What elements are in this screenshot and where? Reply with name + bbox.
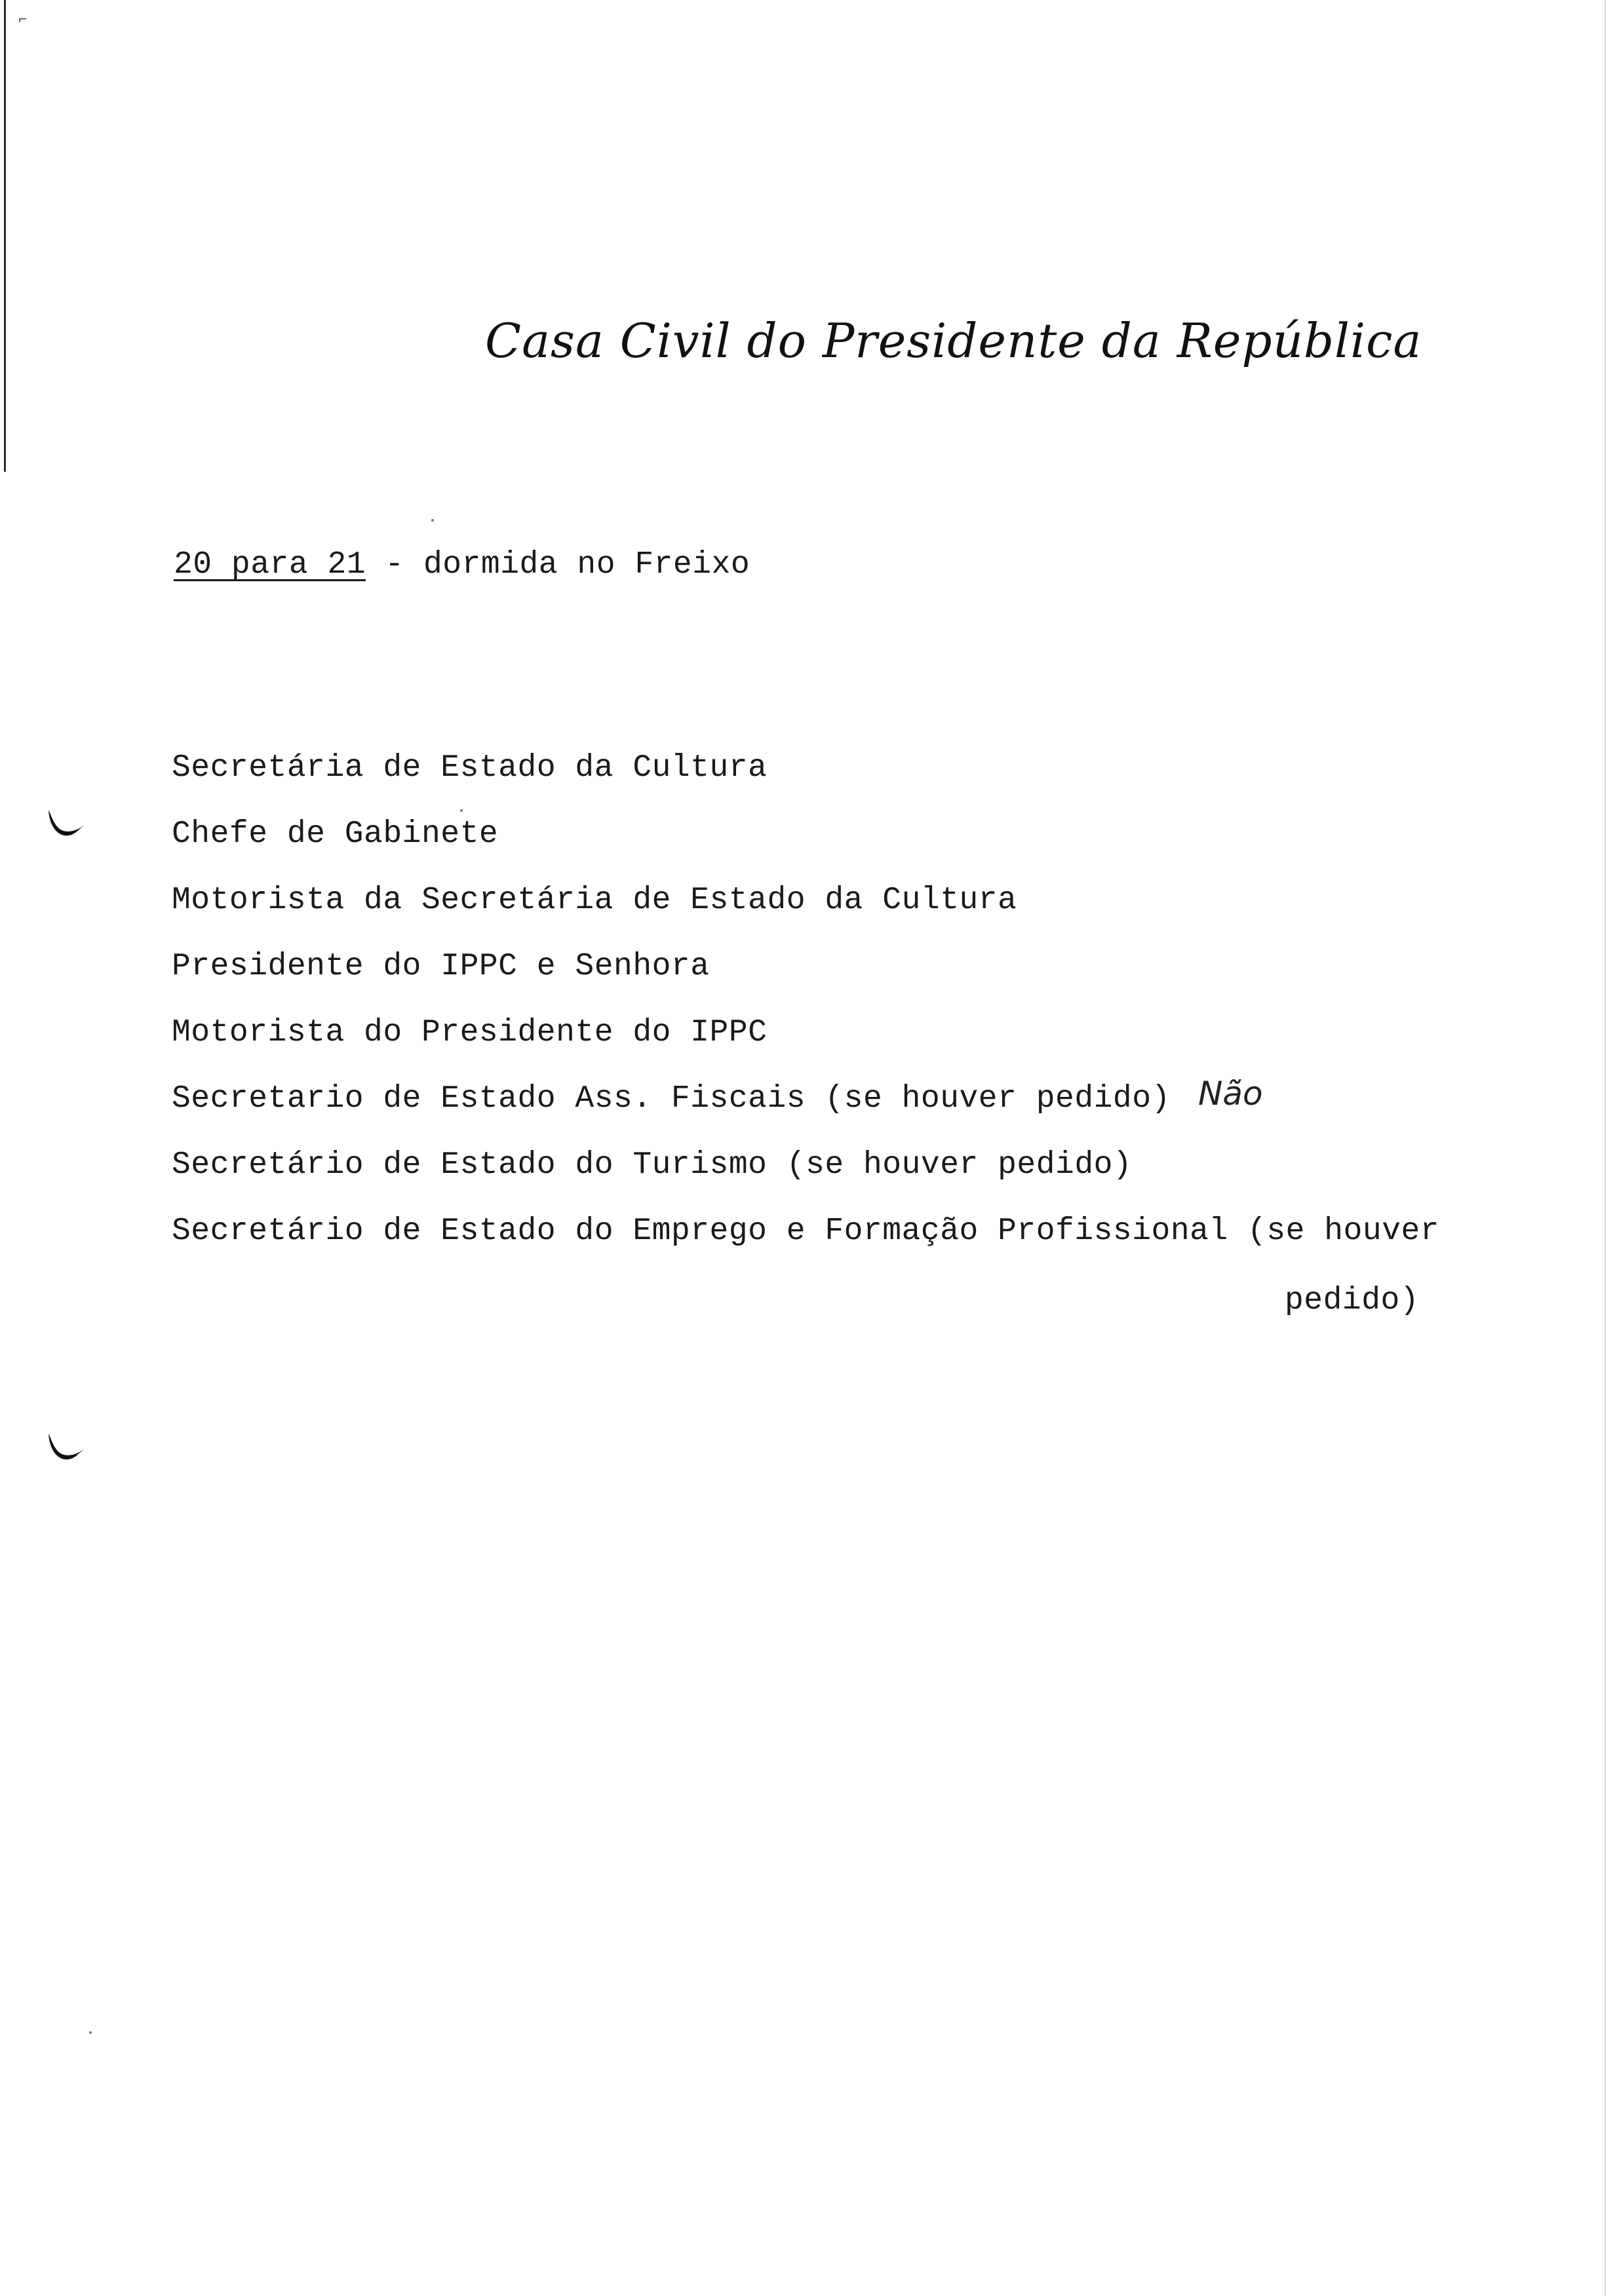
list-item: Motorista do Presidente do IPPC: [172, 1015, 768, 1050]
heading-description: dormida no Freixo: [423, 547, 750, 583]
scan-speck: [460, 809, 463, 812]
list-item: Secretária de Estado da Cultura: [172, 750, 768, 786]
list-item: Motorista da Secretária de Estado da Cultura: [172, 883, 1017, 918]
list-item: Secretario de Estado Ass. Fiscais (se houver pedido): [172, 1081, 1171, 1117]
heading-line: [174, 545, 750, 584]
list-item: Secretário de Estado do Turismo (se houver pedido): [172, 1147, 1133, 1183]
check-mark-icon: [45, 806, 89, 845]
heading-separator: -: [366, 547, 423, 583]
check-mark-icon: [45, 1430, 89, 1469]
heading-date-range: 20 para 21: [174, 547, 366, 583]
letterhead: Casa Civil do Presidente da República: [485, 313, 1422, 368]
list-item: Presidente do IPPC e Senhora: [172, 949, 710, 984]
list-item: Secretário de Estado do Emprego e Formação Profissional (se houver: [172, 1214, 1440, 1249]
page-left-edge-line: [4, 0, 6, 472]
page-right-edge-line: [1605, 0, 1606, 2296]
scan-speck: [431, 519, 434, 522]
handwritten-note: Não: [1198, 1075, 1263, 1113]
corner-mark-icon: ⌐: [18, 12, 28, 28]
list-item-continuation: pedido): [1285, 1283, 1420, 1318]
list-item: Chefe de Gabinete: [172, 816, 499, 852]
scan-speck: [89, 2031, 92, 2034]
